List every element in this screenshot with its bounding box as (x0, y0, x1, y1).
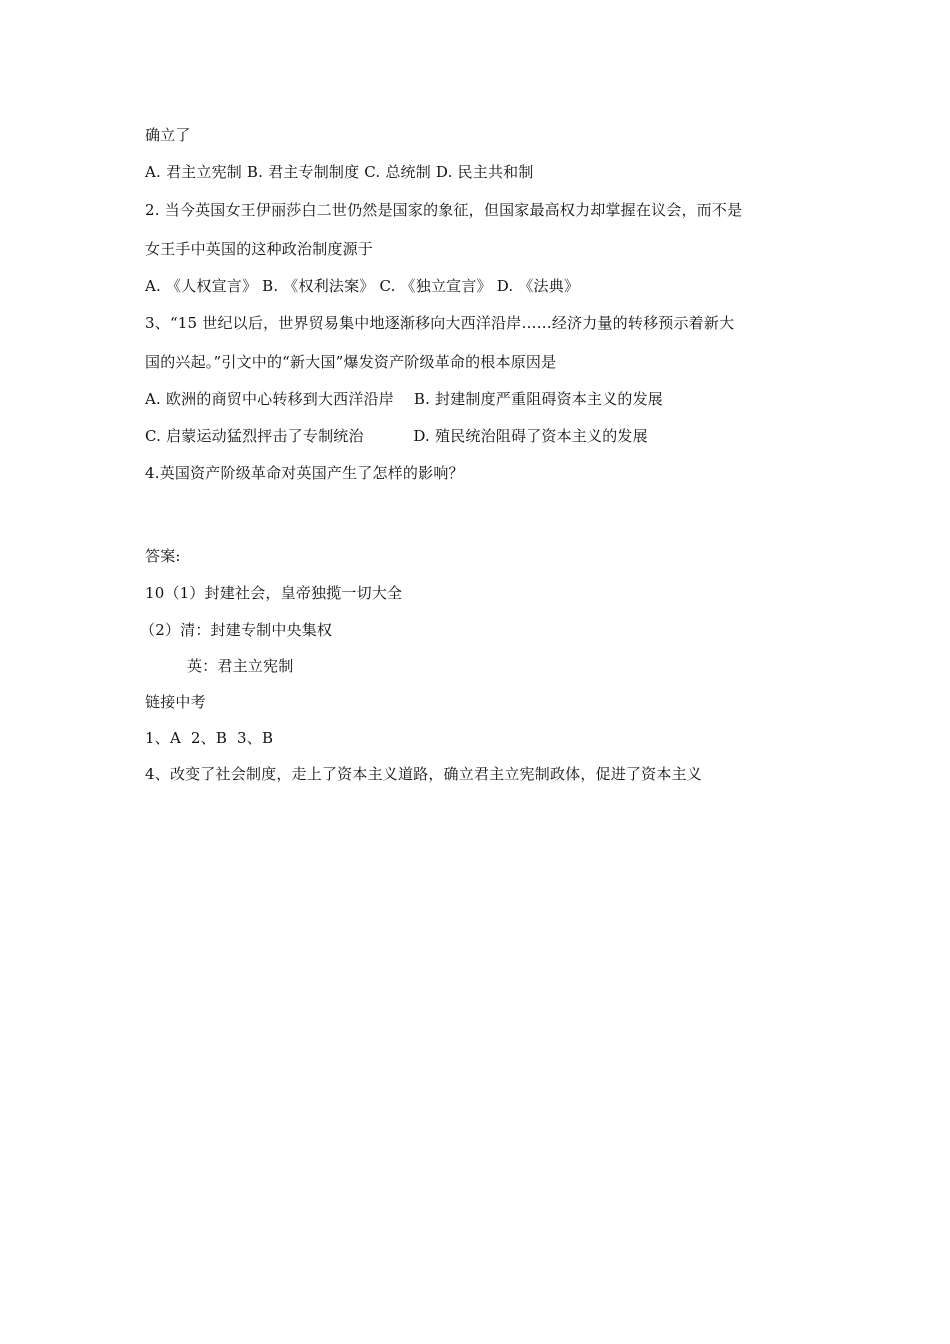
question-4-text: 4.英国资产阶级革命对英国产生了怎样的影响？ (145, 464, 464, 482)
question-3-options-ab: A. 欧洲的商贸中心转移到大西洋沿岸 B. 封建制度严重阻碍资本主义的发展 (145, 390, 664, 408)
answer-10-part-1: 10（1）封建社会，皇帝独揽一切大全 (145, 584, 403, 602)
question-3-options-cd: C. 启蒙运动猛烈抨击了专制统治 D. 殖民统治阻碍了资本主义的发展 (145, 427, 648, 445)
link-exam-answer-4: 4、改变了社会制度，走上了资本主义道路，确立君主立宪制政体，促进了资本主义 (145, 765, 702, 783)
question-2-text-cont: 女王手中英国的这种政治制度源于 (145, 240, 374, 258)
answer-10-part-2-cont: 英：君主立宪制 (187, 657, 294, 675)
answer-10-part-2: （2）清：封建专制中央集权 (140, 621, 333, 639)
question-2-options: A. 《人权宣言》 B. 《权利法案》 C. 《独立宣言》 D. 《法典》 (145, 277, 580, 295)
text-line-1: 确立了 (145, 126, 191, 144)
link-exam-heading: 链接中考 (145, 693, 206, 711)
question-3-text: 3、“15 世纪以后，世界贸易集中地逐渐移向大西洋沿岸……经济力量的转移预示着新大 (145, 314, 735, 332)
question-3-text-cont: 国的兴起。”引文中的“新大国”爆发资产阶级革命的根本原因是 (145, 353, 557, 371)
answers-heading: 答案: (145, 547, 181, 565)
link-exam-answers: 1、A 2、B 3、B (145, 729, 274, 747)
question-1-options: A. 君主立宪制 B. 君主专制制度 C. 总统制 D. 民主共和制 (145, 163, 534, 181)
question-2-text: 2. 当今英国女王伊丽莎白二世仍然是国家的象征，但国家最高权力却掌握在议会，而不是 (145, 201, 743, 219)
